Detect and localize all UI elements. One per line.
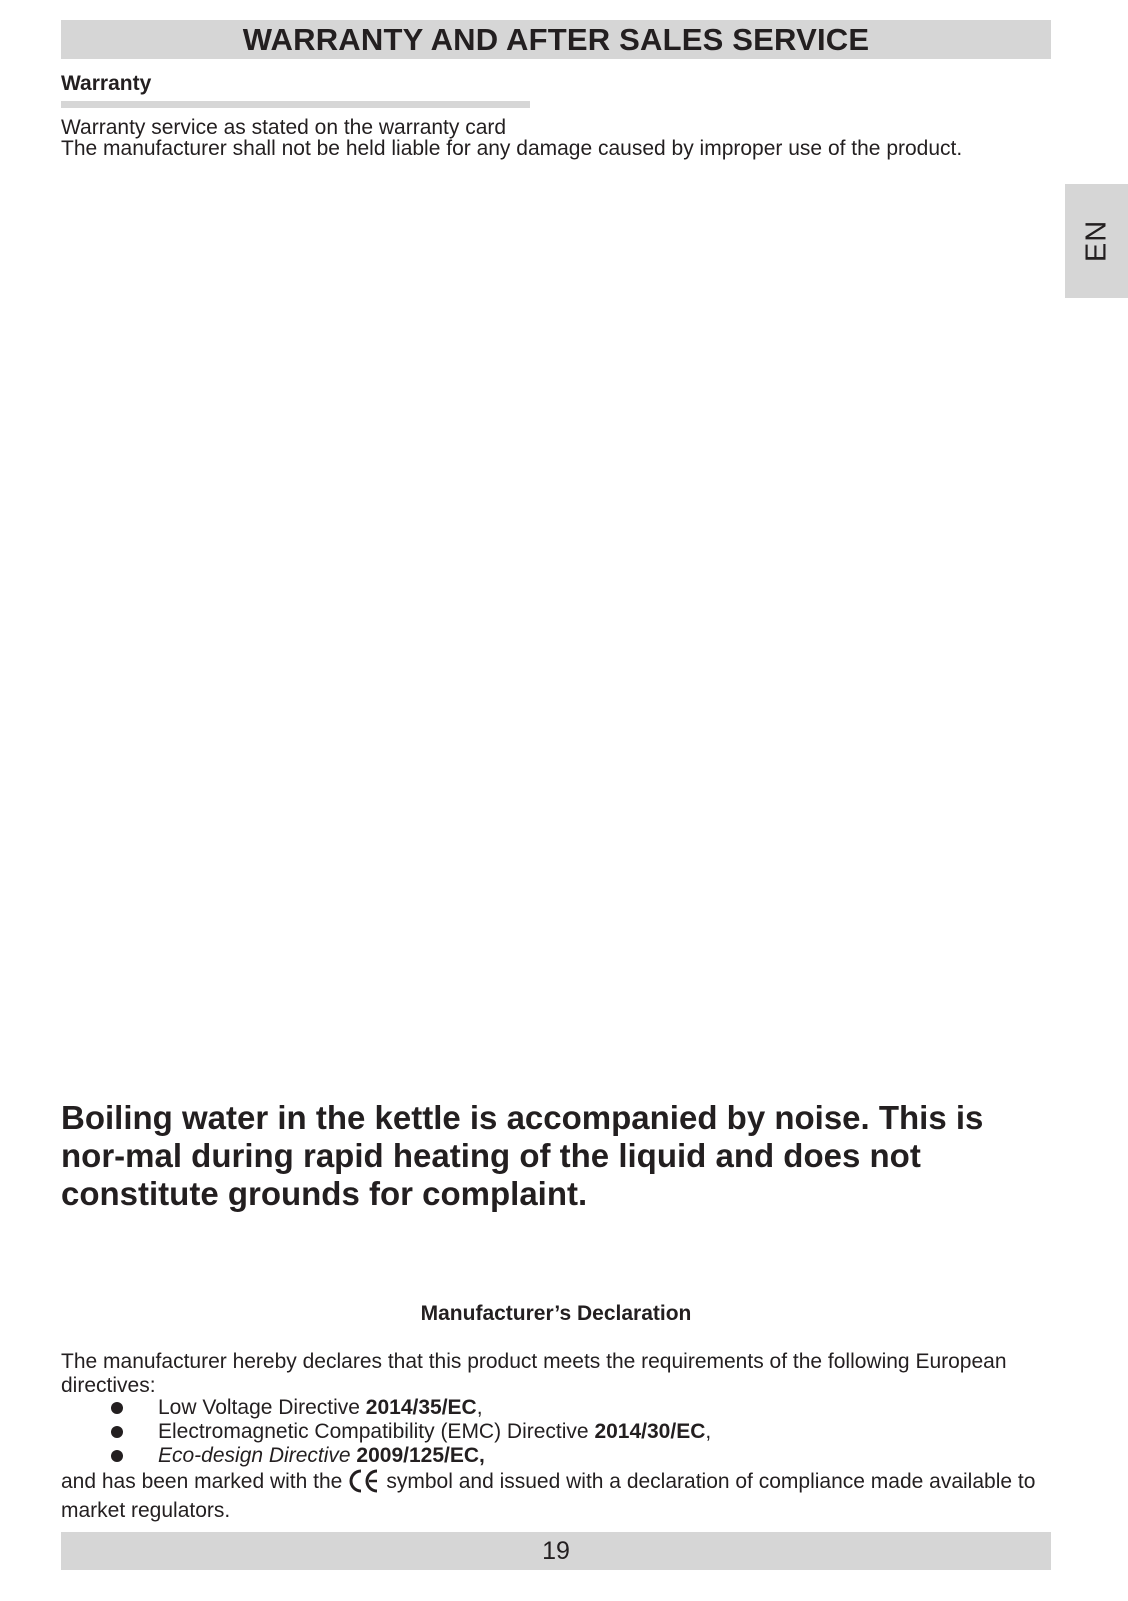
directive-code: 2009/125/EC, — [356, 1444, 485, 1467]
warranty-heading: Warranty — [61, 72, 152, 95]
directive-item — [108, 1420, 711, 1444]
page-number: 19 — [61, 1532, 1051, 1570]
declaration-outro — [61, 1469, 1051, 1523]
directive-name: Eco-design Directive — [158, 1444, 357, 1467]
page-title: WARRANTY AND AFTER SALES SERVICE — [61, 20, 1051, 59]
directive-suffix: , — [476, 1396, 483, 1419]
language-tab — [1065, 184, 1128, 298]
warranty-line: The manufacturer shall not be held liable for any damage caused by improper use of the product. — [61, 137, 963, 160]
directive-suffix: , — [705, 1420, 712, 1443]
bullet-dot-icon — [111, 1402, 123, 1414]
ce-mark-icon — [348, 1469, 382, 1499]
bullet-dot-icon — [111, 1450, 123, 1462]
declaration-outro-start: and has been marked with the — [61, 1470, 343, 1493]
directive-item — [108, 1396, 711, 1420]
bullet-dot-icon — [111, 1426, 123, 1438]
directive-name: Low Voltage Directive — [158, 1396, 366, 1419]
warranty-text — [61, 117, 962, 159]
directive-list — [108, 1396, 711, 1468]
language-tab-label: EN — [1080, 219, 1112, 263]
declaration-heading: Manufacturer’s Declaration — [420, 1302, 692, 1325]
declaration-outro-end: symbol and issued with a declaration of compliance made available to market regulators. — [61, 1470, 1036, 1522]
directive-item — [108, 1444, 711, 1468]
directive-name: Electromagnetic Compatibility (EMC) Directive — [158, 1420, 595, 1443]
directive-code: 2014/35/EC — [365, 1396, 477, 1419]
boiling-noise-notice: Boiling water in the kettle is accompanied by noise. This is nor-mal during rapid heating of the liquid and does not constitute grounds for complaint. — [61, 1099, 984, 1212]
heading-underline — [61, 101, 530, 108]
directive-code: 2014/30/EC — [594, 1420, 706, 1443]
warranty-line: Warranty service as stated on the warranty card — [61, 116, 507, 139]
declaration-intro: The manufacturer hereby declares that this product meets the requirements of the following European directives: — [61, 1350, 1007, 1397]
